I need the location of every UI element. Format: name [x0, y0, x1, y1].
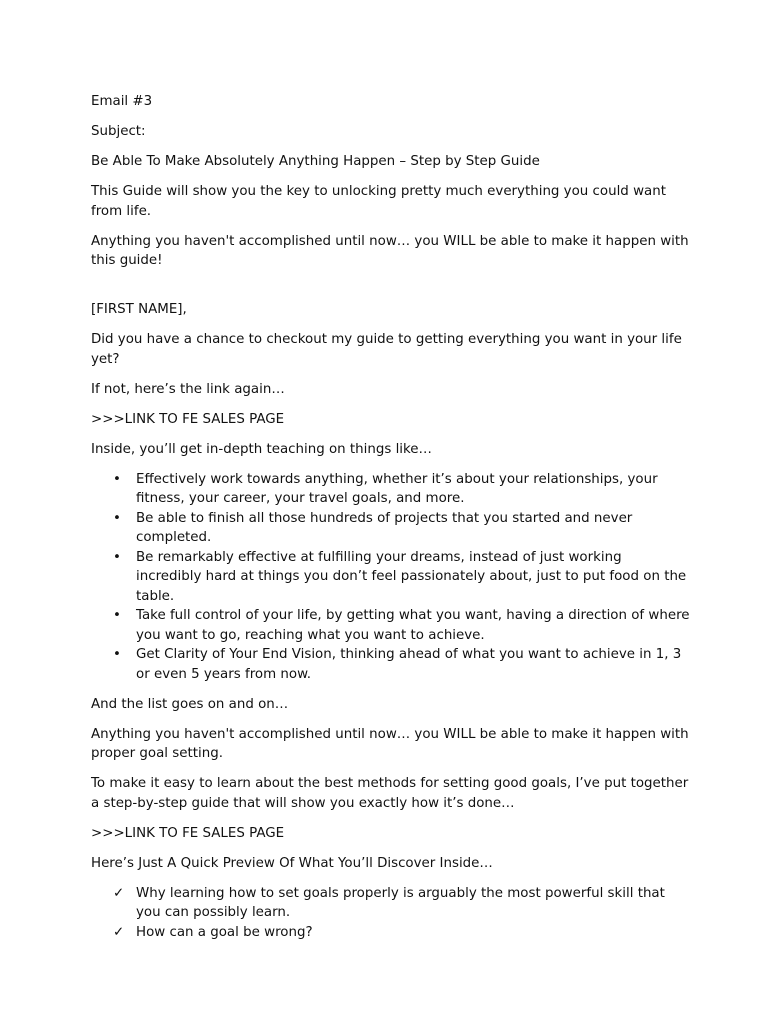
email-number: Email #3 [91, 94, 153, 109]
bullet-icon: • [113, 510, 121, 526]
bullet-icon: • [113, 471, 121, 487]
paragraph: To make it easy to learn about the best methods for setting good goals, I’ve put together a step-by-step guide that will show you exactly how it’s done… [91, 776, 689, 811]
sales-page-link-placeholder: >>>LINK TO FE SALES PAGE [91, 411, 285, 427]
greeting: [FIRST NAME], [91, 302, 187, 317]
check-icon: ✓ [113, 924, 125, 940]
sales-page-link-placeholder: >>>LINK TO FE SALES PAGE [91, 825, 285, 841]
paragraph: Inside, you’ll get in-depth teaching on things like… [91, 441, 432, 457]
preview-text-1: This Guide will show you the key to unlocking pretty much everything you could want from life. [91, 184, 666, 219]
list-item [91, 884, 691, 923]
list-item-text: Be able to finish all those hundreds of projects that you started and never completed. [136, 510, 633, 545]
paragraph: Anything you haven't accomplished until now… you WILL be able to make it happen with proper goal setting. [91, 726, 689, 761]
bullet-icon: • [113, 647, 121, 662]
list-item-text: How can a goal be wrong? [136, 924, 313, 940]
paragraph: Did you have a chance to checkout my guide to getting everything you want in your life yet? [91, 332, 682, 367]
subject-line: Be Able To Make Absolutely Anything Happen – Step by Step Guide [91, 154, 540, 169]
benefit-list [91, 470, 691, 685]
list-item-text: Take full control of your life, by getting what you want, having a direction of where you want to go, reaching what you want to achieve. [136, 608, 690, 643]
subject-label: Subject: [91, 124, 146, 139]
email-document [91, 92, 691, 953]
list-item-text: Why learning how to set goals properly is arguably the most powerful skill that you can possibly learn. [136, 885, 665, 920]
list-item-text: Be remarkably effective at fulfilling your dreams, instead of just working incredibly hard at things you don’t feel passionately about, just to put food on the table. [136, 549, 687, 604]
paragraph: And the list goes on and on… [91, 696, 289, 712]
list-item-text: Effectively work towards anything, whether it’s about your relationships, your fitness, your career, your travel goals, and more. [136, 471, 658, 506]
list-item [91, 645, 691, 684]
list-item-text: Get Clarity of Your End Vision, thinking ahead of what you want to achieve in 1, 3 or even 5 years from now. [136, 647, 682, 682]
bullet-icon: • [113, 608, 121, 623]
list-item [91, 606, 691, 645]
list-item [91, 470, 691, 509]
preview-checklist [91, 884, 691, 943]
bullet-icon: • [113, 549, 121, 565]
list-item [91, 548, 691, 607]
spacer [91, 281, 691, 300]
paragraph: Here’s Just A Quick Preview Of What You’ll Discover Inside… [91, 855, 493, 871]
list-item [91, 923, 691, 943]
check-icon: ✓ [113, 885, 125, 901]
preview-text-2: Anything you haven't accomplished until now… you WILL be able to make it happen with this guide! [91, 233, 689, 268]
paragraph: If not, here’s the link again… [91, 381, 285, 397]
list-item [91, 509, 691, 548]
